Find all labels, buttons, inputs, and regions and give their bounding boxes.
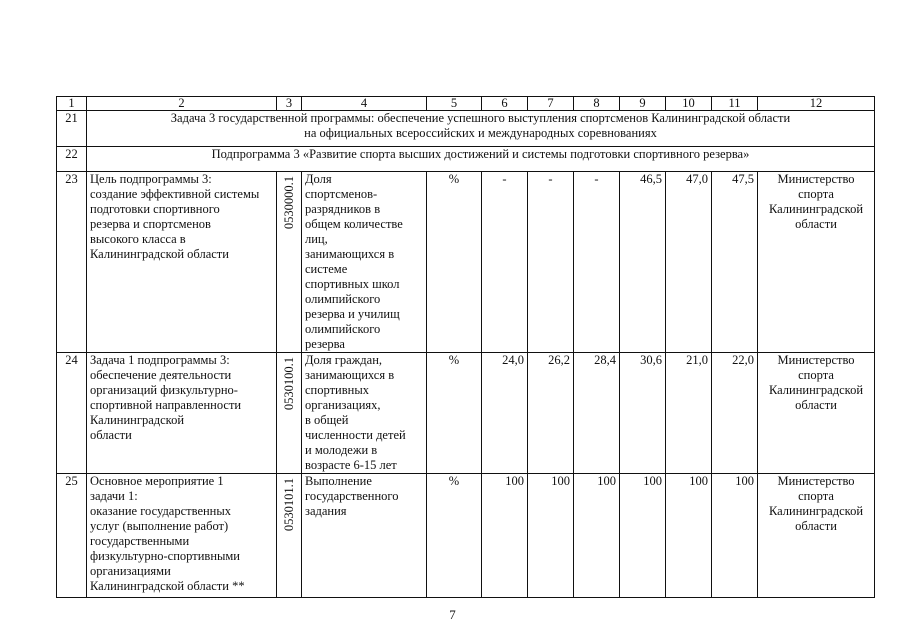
code-cell (277, 474, 302, 598)
unit-cell: % (427, 474, 482, 598)
value-cell: 100 (712, 474, 758, 598)
goal-cell: Основное мероприятие 1 задачи 1: оказание государственных услуг (выполнение работ) государственными физкультурно-спортивными организациями Калининградской области ** (87, 474, 277, 598)
subprogram-heading-text: Подпрограмма 3 «Развитие спорта высших достижений и системы подготовки спортивного резерва» (211, 147, 750, 161)
header-cell: 4 (302, 97, 427, 111)
value-cell: 100 (666, 474, 712, 598)
value-cell: 28,4 (574, 353, 620, 474)
row-number: 25 (57, 474, 87, 598)
indicators-table (56, 96, 875, 598)
header-cell: 8 (574, 97, 620, 111)
table-row-21 (57, 111, 875, 147)
code-cell (277, 172, 302, 353)
header-cell: 1 (57, 97, 87, 111)
task-heading (87, 111, 875, 147)
code-text: 0530100.1 (282, 357, 296, 411)
header-row (57, 97, 875, 111)
table-row-25 (57, 474, 875, 598)
value-cell: 46,5 (620, 172, 666, 353)
row-number: 24 (57, 353, 87, 474)
value-cell: 26,2 (528, 353, 574, 474)
header-cell: 2 (87, 97, 277, 111)
organization-cell: Министерство спорта Калининградской области (758, 172, 875, 353)
table-row-23 (57, 172, 875, 353)
header-cell: 3 (277, 97, 302, 111)
task-heading-text: Задача 3 государственной программы: обеспечение успешного выступления спортсменов Калининградской области на официальных всероссийских и международных соревнованиях (170, 111, 791, 140)
value-cell: - (574, 172, 620, 353)
value-cell: - (528, 172, 574, 353)
header-cell: 6 (482, 97, 528, 111)
unit-cell: % (427, 353, 482, 474)
page-number: 7 (449, 607, 456, 622)
value-cell: 100 (574, 474, 620, 598)
table-row-22 (57, 147, 875, 172)
value-cell: 24,0 (482, 353, 528, 474)
value-cell: 22,0 (712, 353, 758, 474)
value-cell: 47,0 (666, 172, 712, 353)
header-cell: 5 (427, 97, 482, 111)
header-cell: 11 (712, 97, 758, 111)
row-number: 23 (57, 172, 87, 353)
code-text: 0530101.1 (282, 478, 296, 532)
indicator-cell: Доля граждан, занимающихся в спортивных организациях, в общей численности детей и молодежи в возрасте 6-15 лет (302, 353, 427, 474)
indicator-cell: Выполнение государственного задания (302, 474, 427, 598)
header-cell: 7 (528, 97, 574, 111)
code-cell (277, 353, 302, 474)
value-cell: 100 (482, 474, 528, 598)
organization-cell: Министерство спорта Калининградской области (758, 353, 875, 474)
row-number: 22 (57, 147, 87, 172)
value-cell: 21,0 (666, 353, 712, 474)
subprogram-heading (87, 147, 875, 172)
header-cell: 10 (666, 97, 712, 111)
goal-cell: Задача 1 подпрограммы 3: обеспечение деятельности организаций физкультурно- спортивной направленности Калининградской области (87, 353, 277, 474)
value-cell: 100 (528, 474, 574, 598)
value-cell: - (482, 172, 528, 353)
organization-cell: Министерство спорта Калининградской области (758, 474, 875, 598)
value-cell: 30,6 (620, 353, 666, 474)
unit-cell: % (427, 172, 482, 353)
value-cell: 47,5 (712, 172, 758, 353)
table-row-24 (57, 353, 875, 474)
value-cell: 100 (620, 474, 666, 598)
goal-cell: Цель подпрограммы 3: создание эффективной системы подготовки спортивного резерва и спортсменов высокого класса в Калининградской области (87, 172, 277, 353)
code-text: 0530000.1 (282, 176, 296, 230)
header-cell: 12 (758, 97, 875, 111)
indicator-cell: Доля спортсменов- разрядников в общем количестве лиц, занимающихся в системе спортивных школ олимпийского резерва и училищ олимпийского резерва (302, 172, 427, 353)
header-cell: 9 (620, 97, 666, 111)
row-number: 21 (57, 111, 87, 147)
